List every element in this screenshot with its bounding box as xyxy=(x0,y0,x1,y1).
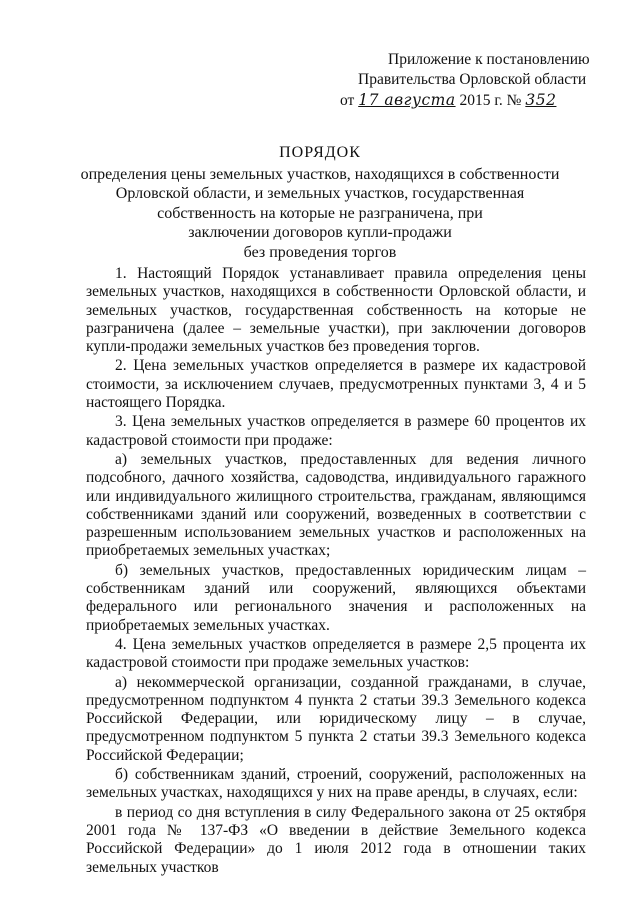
title-line-2: Орловской области, и земельных участков, государственная xyxy=(115,185,525,202)
title-line-3: собственность на которые не разграничена, при xyxy=(157,204,483,222)
title-line-1: определения цены земельных участков, находящихся в собственности xyxy=(80,165,560,183)
paragraph-4: 4. Цена земельных участков определяется в размере 2,5 процента их кадастровой стоимости при продаже земельных участков: xyxy=(86,635,586,672)
title-line-5: без проведения торгов xyxy=(243,243,397,261)
appendix-line-1: Приложение к постановлению xyxy=(388,51,590,68)
appendix-year: 2015 г. № xyxy=(455,92,526,109)
appendix-line-2: Правительства Орловской области xyxy=(358,71,587,88)
paragraph-3b: б) земельных участков, предоставленных юридическим лицам – собственникам зданий или сооружений, являющихся объектами федерального или регионального значения и расположенных на приобретаемых земельных участках. xyxy=(86,561,586,634)
handwritten-number: 352 xyxy=(525,91,557,109)
paragraph-3a: а) земельных участков, предоставленных для ведения личного подсобного, дачного хозяйства, садоводства, индивидуального гаражного или индивидуального жилищного строительства, гражданам, являющимся собственниками зданий или сооружений, возведенных в соответствии с разрешенным использованием земельных участков и расположенных на приобретаемых земельных участках; xyxy=(86,450,586,560)
appendix-header xyxy=(340,50,618,111)
document-body xyxy=(86,265,586,877)
paragraph-3: 3. Цена земельных участков определяется в размере 60 процентов их кадастровой стоимости при продаже: xyxy=(86,413,586,449)
document-title xyxy=(60,143,580,262)
paragraph-4b-case: в период со дня вступления в силу Федерального закона от 25 октября 2001 года № 137-ФЗ «О введении в действие Земельного кодекса Российской Федерации» до 1 июля 2012 года в отношении таких земельных участков xyxy=(86,803,586,876)
handwritten-date: 17 августа xyxy=(358,91,456,109)
paragraph-1: 1. Настоящий Порядок устанавливает правила определения цены земельных участков, находящихся в собственности Орловской области, и земельных участков, государственная собственность на которые не разграничена (далее – земельные участки), при заключении договоров купли-продажи земельных участков без проведения торгов. xyxy=(86,265,586,356)
title-heading: ПОРЯДОК xyxy=(279,144,361,161)
paragraph-4a: а) некоммерческой организации, созданной гражданами, в случае, предусмотренном подпунктом 4 пункта 2 статьи 39.3 Земельного кодекса Российской Федерации, или юридическому лицу – в случае, предусмотренном подпунктом 5 пункта 2 статьи 39.3 Земельного кодекса Российской Федерации; xyxy=(86,673,586,764)
appendix-date-prefix: от xyxy=(340,92,359,109)
title-line-4: заключении договоров купли-продажи xyxy=(188,224,452,241)
paragraph-2: 2. Цена земельных участков определяется в размере их кадастровой стоимости, за исключением случаев, предусмотренных пунктами 3, 4 и 5 настоящего Порядка. xyxy=(86,357,586,412)
appendix-line-3 xyxy=(340,90,618,111)
paragraph-4b: б) собственникам зданий, строений, сооружений, расположенных на земельных участках, находящихся у них на праве аренды, в случаях, если: xyxy=(86,766,586,802)
